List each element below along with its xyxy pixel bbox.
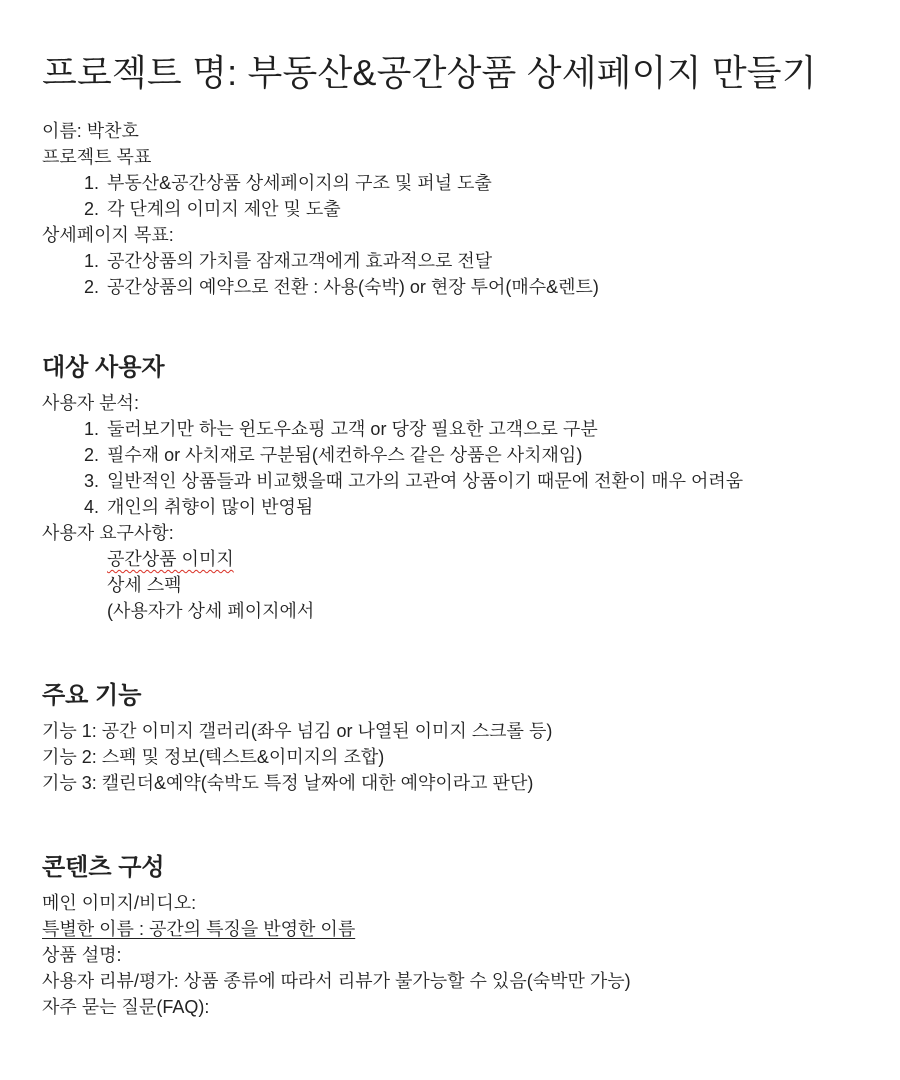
project-goal-list xyxy=(42,170,900,222)
user-analysis-label: 사용자 분석: xyxy=(42,393,139,413)
content-item xyxy=(42,916,900,942)
user-analysis-list xyxy=(42,416,900,520)
content-item: 상품 설명: xyxy=(42,945,122,965)
list-item: 2. 공간상품의 예약으로 전환 : 사용(숙박) or 현장 투어(매수&렌트) xyxy=(83,277,599,297)
detail-goal-label: 상세페이지 목표: xyxy=(42,225,174,245)
author-name: 이름: 박찬호 xyxy=(42,121,139,141)
project-goal-label: 프로젝트 목표 xyxy=(42,147,152,167)
list-item: 1. 공간상품의 가치를 잠재고객에게 효과적으로 전달 xyxy=(83,251,493,271)
requirement-item xyxy=(42,546,900,572)
list-item: 3. 일반적인 상품들과 비교했을때 고가의 고관여 상품이기 때문에 전환이 매우 어려움 xyxy=(83,471,744,491)
list-item: 1. 둘러보기만 하는 윈도우쇼핑 고객 or 당장 필요한 고객으로 구분 xyxy=(83,419,598,439)
list-item: 2. 각 단계의 이미지 제안 및 도출 xyxy=(83,199,341,219)
content-item: 사용자 리뷰/평가: 상품 종류에 따라서 리뷰가 불가능할 수 있음(숙박만 가능) xyxy=(42,971,631,991)
feature-item: 기능 3: 캘린더&예약(숙박도 특정 날짜에 대한 예약이라고 판단) xyxy=(42,773,534,793)
underlined-text: 특별한 이름 : 공간의 특징을 반영한 이름 xyxy=(42,919,356,939)
content-item: 자주 묻는 질문(FAQ): xyxy=(42,997,210,1017)
feature-item: 기능 1: 공간 이미지 갤러리(좌우 넘김 or 나열된 이미지 스크롤 등) xyxy=(42,721,553,741)
list-item: 4. 개인의 취향이 많이 반영됨 xyxy=(83,497,314,517)
list-item: 2. 필수재 or 사치재로 구분됨(세컨하우스 같은 상품은 사치재임) xyxy=(83,445,583,465)
section-heading-target-users: 대상 사용자 xyxy=(42,354,165,381)
list-item: 1. 부동산&공간상품 상세페이지의 구조 및 퍼널 도출 xyxy=(83,173,492,193)
detail-goal-list xyxy=(42,248,900,300)
feature-item: 기능 2: 스펙 및 정보(텍스트&이미지의 조합) xyxy=(42,747,385,767)
requirement-item: 상세 스펙 xyxy=(107,575,182,595)
content-item: 메인 이미지/비디오: xyxy=(42,893,197,913)
requirement-item: (사용자가 상세 페이지에서 xyxy=(107,601,315,621)
section-heading-features: 주요 기능 xyxy=(42,682,142,709)
user-requirements-label: 사용자 요구사항: xyxy=(42,523,174,543)
document-title: 프로젝트 명: 부동산&공간상품 상세페이지 만들기 xyxy=(42,52,817,93)
spellcheck-underlined-text[interactable]: 공간상품 이미지 xyxy=(107,549,234,569)
section-heading-content: 콘텐츠 구성 xyxy=(42,854,165,881)
